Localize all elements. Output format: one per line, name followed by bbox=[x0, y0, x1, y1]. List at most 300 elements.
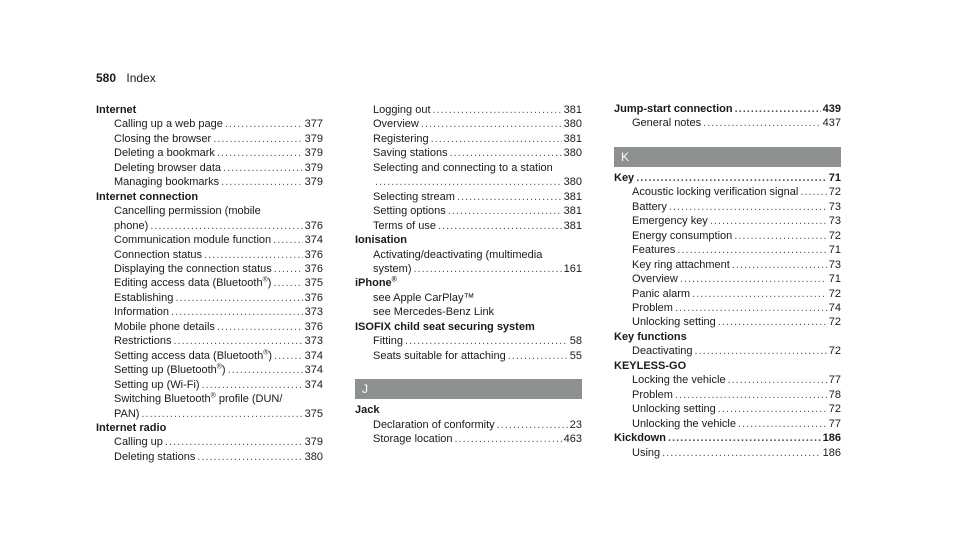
index-subentry[interactable] bbox=[96, 175, 323, 189]
page-reference[interactable]: 374 bbox=[304, 349, 323, 362]
entry-text bbox=[373, 248, 542, 262]
index-subentry[interactable] bbox=[355, 418, 582, 432]
index-subentry[interactable] bbox=[614, 446, 841, 460]
dot-leader bbox=[175, 291, 302, 305]
dot-leader bbox=[438, 219, 562, 233]
dot-leader bbox=[734, 229, 826, 243]
entry-text bbox=[114, 392, 282, 406]
entry-label: Unlocking the vehicle bbox=[632, 417, 736, 430]
index-subentry[interactable] bbox=[355, 219, 582, 233]
entry-text bbox=[373, 117, 419, 131]
index-subentry[interactable] bbox=[355, 432, 582, 446]
entry-text bbox=[355, 276, 397, 290]
entry-label: Selecting and connecting to a station bbox=[373, 161, 553, 174]
page-reference[interactable]: 374 bbox=[304, 364, 323, 377]
index-subentry[interactable] bbox=[614, 287, 841, 301]
page-reference[interactable]: 58 bbox=[569, 335, 582, 348]
index-subentry[interactable] bbox=[614, 258, 841, 272]
dot-leader bbox=[508, 349, 568, 363]
entry-label: see Mercedes-Benz Link bbox=[373, 306, 495, 319]
page-reference[interactable]: 71 bbox=[828, 273, 841, 286]
dot-leader bbox=[675, 301, 827, 315]
index-subentry[interactable] bbox=[96, 262, 323, 276]
page-reference[interactable]: 376 bbox=[304, 320, 323, 333]
dot-leader bbox=[414, 262, 562, 276]
page-reference[interactable]: 381 bbox=[563, 132, 582, 145]
dot-leader bbox=[431, 132, 562, 146]
index-subentry[interactable] bbox=[614, 185, 841, 199]
entry-text bbox=[114, 305, 169, 319]
index-subentry[interactable] bbox=[96, 349, 323, 363]
entry-text bbox=[96, 190, 198, 204]
index-subentry[interactable] bbox=[96, 363, 323, 377]
page-reference[interactable]: 379 bbox=[304, 161, 323, 174]
index-entry-heading[interactable] bbox=[355, 276, 582, 290]
entry-label: system) bbox=[373, 262, 412, 275]
entry-label: Setting up (Bluetooth bbox=[114, 364, 217, 377]
page-reference[interactable]: 73 bbox=[828, 215, 841, 228]
entry-label: Seats suitable for attaching bbox=[373, 349, 506, 362]
index-subentry[interactable] bbox=[96, 204, 323, 218]
entry-label: Deleting stations bbox=[114, 450, 196, 463]
dot-leader bbox=[433, 103, 562, 117]
index-subentry[interactable] bbox=[96, 132, 323, 146]
index-subentry[interactable] bbox=[614, 344, 841, 358]
entry-text bbox=[355, 403, 379, 417]
page-reference[interactable]: 72 bbox=[828, 403, 841, 416]
dot-leader bbox=[677, 243, 826, 257]
entry-text bbox=[355, 320, 535, 334]
entry-text bbox=[114, 262, 272, 276]
entry-label: Editing access data (Bluetooth bbox=[114, 277, 263, 290]
entry-label: Jack bbox=[355, 404, 380, 417]
index-subentry[interactable] bbox=[614, 214, 841, 228]
dot-leader bbox=[457, 190, 562, 204]
index-entry-heading[interactable] bbox=[614, 102, 841, 116]
dot-leader bbox=[497, 418, 568, 432]
page-reference[interactable]: 380 bbox=[563, 118, 582, 131]
entry-text bbox=[614, 102, 733, 116]
page-reference[interactable]: 376 bbox=[304, 291, 323, 304]
page-reference[interactable]: 381 bbox=[563, 104, 582, 116]
entry-label: Locking the vehicle bbox=[632, 374, 726, 387]
entry-text bbox=[632, 315, 716, 329]
page-reference[interactable]: 72 bbox=[828, 345, 841, 358]
index-subentry[interactable] bbox=[614, 229, 841, 243]
index-subentry[interactable] bbox=[96, 378, 323, 392]
index-entry-heading[interactable] bbox=[614, 431, 841, 445]
entry-label: Information bbox=[114, 306, 170, 319]
index-subentry[interactable] bbox=[96, 161, 323, 175]
dot-leader bbox=[375, 175, 562, 189]
dot-leader bbox=[421, 117, 562, 131]
entry-label: Key bbox=[614, 171, 635, 184]
entry-text bbox=[355, 233, 407, 247]
page-reference[interactable]: 379 bbox=[304, 147, 323, 160]
index-subentry[interactable] bbox=[355, 248, 582, 262]
entry-label-tail: profile (DUN/ bbox=[215, 393, 283, 406]
entry-text bbox=[114, 204, 261, 218]
index-subentry[interactable] bbox=[96, 334, 323, 348]
index-subentry[interactable] bbox=[355, 334, 582, 348]
index-entry-heading[interactable] bbox=[96, 103, 323, 117]
entry-text bbox=[114, 349, 272, 363]
page-reference[interactable]: 379 bbox=[304, 436, 323, 449]
page-reference[interactable]: 78 bbox=[828, 388, 841, 401]
index-subentry[interactable] bbox=[355, 103, 582, 117]
index-entry-heading[interactable] bbox=[96, 421, 323, 435]
entry-label: Selecting stream bbox=[373, 190, 455, 203]
entry-label: phone) bbox=[114, 219, 149, 232]
index-subentry[interactable] bbox=[96, 276, 323, 290]
dot-leader bbox=[228, 363, 303, 377]
entry-text bbox=[632, 243, 675, 257]
entry-label: Using bbox=[632, 446, 661, 459]
page-reference[interactable]: 379 bbox=[304, 132, 323, 145]
entry-label: Restrictions bbox=[114, 335, 172, 348]
dot-leader bbox=[274, 349, 303, 363]
page-reference[interactable]: 374 bbox=[304, 234, 323, 247]
dot-leader bbox=[274, 262, 303, 276]
dot-leader bbox=[204, 248, 303, 262]
entry-text bbox=[96, 103, 136, 117]
entry-label: Cancelling permission (mobile bbox=[114, 205, 261, 218]
dot-leader bbox=[669, 200, 827, 214]
registered-mark: ® bbox=[262, 276, 268, 284]
entry-label: Unlocking setting bbox=[632, 316, 716, 329]
page-reference[interactable]: 72 bbox=[828, 316, 841, 329]
spacer bbox=[355, 363, 582, 373]
index-subentry[interactable] bbox=[355, 146, 582, 160]
dot-leader bbox=[732, 258, 827, 272]
entry-text bbox=[632, 185, 798, 199]
dot-leader bbox=[150, 219, 302, 233]
index-subentry[interactable] bbox=[96, 305, 323, 319]
index-subentry[interactable] bbox=[614, 116, 841, 130]
page-reference[interactable]: 161 bbox=[563, 262, 582, 275]
index-subentry[interactable] bbox=[96, 407, 323, 421]
index-subentry[interactable] bbox=[614, 272, 841, 286]
dot-leader bbox=[450, 146, 562, 160]
page-reference[interactable]: 376 bbox=[304, 219, 323, 232]
index-subentry[interactable] bbox=[614, 301, 841, 315]
registered-mark: ® bbox=[391, 276, 397, 284]
entry-text bbox=[632, 301, 673, 315]
registered-mark: ® bbox=[216, 363, 222, 371]
entry-text bbox=[373, 219, 436, 233]
page-reference[interactable]: 377 bbox=[304, 118, 323, 131]
dot-leader bbox=[273, 276, 302, 290]
page-reference[interactable]: 186 bbox=[822, 446, 841, 459]
entry-text bbox=[114, 132, 211, 146]
dot-leader bbox=[738, 417, 827, 431]
page-reference[interactable]: 72 bbox=[828, 186, 841, 199]
index-column-1 bbox=[96, 103, 323, 464]
page-reference[interactable]: 381 bbox=[563, 205, 582, 218]
entry-text bbox=[632, 258, 730, 272]
page-reference[interactable]: 376 bbox=[304, 262, 323, 275]
dot-leader bbox=[165, 435, 303, 449]
entry-text bbox=[632, 229, 732, 243]
page-header bbox=[96, 71, 156, 85]
dot-leader bbox=[662, 446, 821, 460]
entry-label: Features bbox=[632, 244, 676, 257]
entry-label: Displaying the connection status bbox=[114, 262, 272, 275]
entry-text bbox=[114, 320, 215, 334]
entry-label: Jump-start connection bbox=[614, 103, 733, 115]
dot-leader bbox=[710, 214, 827, 228]
page-reference[interactable]: 380 bbox=[563, 176, 582, 189]
index-subentry[interactable] bbox=[614, 315, 841, 329]
entry-label: Unlocking setting bbox=[632, 403, 716, 416]
entry-text bbox=[373, 349, 506, 363]
index-subentry[interactable] bbox=[355, 204, 582, 218]
index-subentry[interactable] bbox=[355, 305, 582, 319]
index-subentry[interactable] bbox=[96, 248, 323, 262]
index-entry-heading[interactable] bbox=[355, 320, 582, 334]
entry-label: Managing bookmarks bbox=[114, 176, 220, 189]
index-entry-heading[interactable] bbox=[355, 233, 582, 247]
entry-label-tail: ) bbox=[221, 364, 226, 377]
entry-label: Energy consumption bbox=[632, 229, 733, 242]
index-subentry[interactable] bbox=[614, 417, 841, 431]
entry-label: Problem bbox=[632, 388, 673, 401]
index-subentry[interactable] bbox=[355, 161, 582, 175]
entry-text bbox=[114, 117, 223, 131]
page-reference[interactable]: 186 bbox=[822, 432, 841, 445]
index-subentry[interactable] bbox=[96, 146, 323, 160]
page-reference[interactable]: 463 bbox=[563, 433, 582, 446]
dot-leader bbox=[695, 344, 827, 358]
index-subentry[interactable] bbox=[355, 117, 582, 131]
index-subentry[interactable] bbox=[614, 373, 841, 387]
entry-label: Setting up (Wi-Fi) bbox=[114, 378, 200, 391]
index-entry-heading[interactable] bbox=[355, 403, 582, 417]
entry-label: Setting access data (Bluetooth bbox=[114, 349, 264, 362]
entry-text bbox=[114, 378, 200, 392]
entry-label: Acoustic locking verification signal bbox=[632, 186, 799, 199]
entry-label: Kickdown bbox=[614, 432, 666, 445]
entry-label: Calling up a web page bbox=[114, 118, 223, 131]
entry-text bbox=[114, 146, 215, 160]
entry-label: Registering bbox=[373, 132, 429, 145]
page-reference[interactable]: 72 bbox=[828, 229, 841, 242]
entry-label: KEYLESS-GO bbox=[614, 359, 687, 372]
entry-text bbox=[632, 446, 660, 460]
dot-leader bbox=[735, 102, 821, 116]
dot-leader bbox=[217, 146, 303, 160]
registered-mark: ® bbox=[210, 392, 216, 400]
index-subentry[interactable] bbox=[96, 291, 323, 305]
page-reference[interactable]: 72 bbox=[828, 287, 841, 300]
entry-text bbox=[373, 146, 448, 160]
page-reference[interactable]: 379 bbox=[304, 176, 323, 189]
index-subentry[interactable] bbox=[96, 435, 323, 449]
entry-text bbox=[96, 421, 166, 435]
entry-label-tail: ) bbox=[267, 277, 272, 290]
index-subentry[interactable] bbox=[614, 243, 841, 257]
section-title: Index bbox=[126, 71, 156, 85]
index-subentry[interactable] bbox=[96, 450, 323, 464]
page-reference[interactable]: 73 bbox=[828, 258, 841, 271]
dot-leader bbox=[455, 432, 562, 446]
entry-text bbox=[632, 402, 716, 416]
index-subentry[interactable] bbox=[355, 190, 582, 204]
entry-label: Deleting a bookmark bbox=[114, 147, 215, 160]
page-reference[interactable]: 77 bbox=[828, 374, 841, 387]
index-entry-heading[interactable] bbox=[614, 359, 841, 373]
entry-text bbox=[114, 161, 221, 175]
entry-label: Overview bbox=[632, 273, 678, 286]
index-column-2 bbox=[355, 103, 582, 447]
page-reference[interactable]: 381 bbox=[563, 219, 582, 232]
entry-text bbox=[114, 435, 163, 449]
dot-leader bbox=[223, 161, 303, 175]
page-reference[interactable]: 373 bbox=[304, 306, 323, 319]
dot-leader bbox=[213, 132, 302, 146]
entry-label: Mobile phone details bbox=[114, 320, 215, 333]
entry-text bbox=[114, 363, 226, 377]
entry-label: Closing the browser bbox=[114, 132, 212, 145]
page-reference[interactable]: 380 bbox=[563, 147, 582, 160]
dot-leader bbox=[221, 175, 302, 189]
dot-leader bbox=[800, 185, 826, 199]
dot-leader bbox=[703, 116, 821, 130]
index-subentry[interactable] bbox=[96, 320, 323, 334]
dot-leader bbox=[668, 431, 821, 445]
page-reference[interactable]: 381 bbox=[563, 190, 582, 203]
entry-text bbox=[114, 175, 219, 189]
entry-text bbox=[632, 116, 701, 130]
dot-leader bbox=[197, 450, 302, 464]
entry-text bbox=[614, 330, 687, 344]
entry-text bbox=[114, 219, 148, 233]
index-subentry[interactable] bbox=[355, 349, 582, 363]
dot-leader bbox=[171, 305, 303, 319]
dot-leader bbox=[718, 315, 827, 329]
page-reference[interactable]: 380 bbox=[304, 450, 323, 463]
page-reference[interactable]: 373 bbox=[304, 335, 323, 348]
entry-text bbox=[373, 190, 455, 204]
index-subentry[interactable] bbox=[355, 291, 582, 305]
page-reference[interactable]: 55 bbox=[569, 349, 582, 362]
index-subentry[interactable] bbox=[96, 117, 323, 131]
entry-label: Internet connection bbox=[96, 190, 199, 203]
dot-leader bbox=[680, 272, 827, 286]
entry-text bbox=[114, 276, 271, 290]
entry-label: Internet bbox=[96, 104, 137, 116]
entry-text bbox=[114, 407, 139, 421]
index-subentry[interactable] bbox=[614, 200, 841, 214]
page-reference[interactable]: 439 bbox=[822, 103, 841, 115]
page-reference[interactable]: 77 bbox=[828, 417, 841, 430]
page-reference[interactable]: 375 bbox=[304, 407, 323, 420]
index-subentry[interactable] bbox=[355, 175, 582, 189]
dot-leader bbox=[636, 171, 827, 185]
entry-text bbox=[114, 291, 173, 305]
entry-label: Calling up bbox=[114, 436, 163, 449]
dot-leader bbox=[448, 204, 562, 218]
entry-text bbox=[373, 334, 403, 348]
entry-label-tail: ) bbox=[268, 349, 273, 362]
entry-text bbox=[373, 262, 412, 276]
entry-label: Deleting browser data bbox=[114, 161, 222, 174]
entry-label: iPhone bbox=[355, 277, 392, 290]
page-reference[interactable]: 375 bbox=[304, 277, 323, 290]
entry-text bbox=[632, 417, 736, 431]
page-reference[interactable]: 74 bbox=[828, 301, 841, 314]
entry-label: Logging out bbox=[373, 104, 431, 116]
page-reference[interactable]: 376 bbox=[304, 248, 323, 261]
entry-label: PAN) bbox=[114, 407, 140, 420]
index-subentry[interactable] bbox=[96, 233, 323, 247]
index-entry-heading[interactable] bbox=[96, 190, 323, 204]
entry-text bbox=[632, 344, 693, 358]
entry-label: Communication module function bbox=[114, 234, 272, 247]
index-subentry[interactable] bbox=[96, 392, 323, 406]
page-reference[interactable]: 437 bbox=[822, 117, 841, 130]
index-entry-heading[interactable] bbox=[614, 171, 841, 185]
entry-text bbox=[614, 171, 634, 185]
dot-leader bbox=[141, 407, 302, 421]
entry-text bbox=[373, 418, 495, 432]
entry-text bbox=[373, 103, 431, 117]
page-reference[interactable]: 23 bbox=[569, 418, 582, 431]
page-reference[interactable]: 374 bbox=[304, 378, 323, 391]
dot-leader bbox=[405, 334, 568, 348]
entry-label: Key ring attachment bbox=[632, 258, 730, 271]
entry-text bbox=[114, 233, 271, 247]
entry-label: Problem bbox=[632, 301, 673, 314]
entry-label: Battery bbox=[632, 200, 667, 213]
page-reference[interactable]: 71 bbox=[828, 244, 841, 257]
entry-label: Internet radio bbox=[96, 421, 167, 434]
entry-text bbox=[373, 432, 453, 446]
entry-label: Storage location bbox=[373, 433, 453, 446]
page-reference[interactable]: 71 bbox=[828, 171, 841, 184]
dot-leader bbox=[173, 334, 302, 348]
page-reference[interactable]: 73 bbox=[828, 200, 841, 213]
index-subentry[interactable] bbox=[614, 388, 841, 402]
entry-text bbox=[114, 248, 202, 262]
entry-text bbox=[614, 431, 666, 445]
entry-label: General notes bbox=[632, 117, 702, 130]
entry-text bbox=[373, 204, 446, 218]
index-entry-heading[interactable] bbox=[614, 330, 841, 344]
entry-label: Connection status bbox=[114, 248, 203, 261]
entry-text bbox=[632, 214, 708, 228]
index-letter-heading: J bbox=[355, 379, 582, 399]
entry-label: Activating/deactivating (multimedia bbox=[373, 248, 543, 261]
entry-label: see Apple CarPlay™ bbox=[373, 291, 475, 304]
entry-text bbox=[632, 272, 678, 286]
dot-leader bbox=[718, 402, 827, 416]
index-subentry[interactable] bbox=[96, 219, 323, 233]
index-subentry[interactable] bbox=[355, 132, 582, 146]
index-subentry[interactable] bbox=[614, 402, 841, 416]
entry-label: Switching Bluetooth bbox=[114, 393, 211, 406]
entry-label: Declaration of conformity bbox=[373, 418, 495, 431]
entry-text bbox=[114, 334, 171, 348]
page-number: 580 bbox=[96, 71, 117, 85]
entry-label: Ionisation bbox=[355, 234, 407, 247]
dot-leader bbox=[675, 388, 827, 402]
entry-label: Saving stations bbox=[373, 147, 448, 160]
index-subentry[interactable] bbox=[355, 262, 582, 276]
spacer bbox=[614, 131, 841, 141]
index-column-3 bbox=[614, 102, 841, 460]
entry-label: Overview bbox=[373, 118, 419, 131]
